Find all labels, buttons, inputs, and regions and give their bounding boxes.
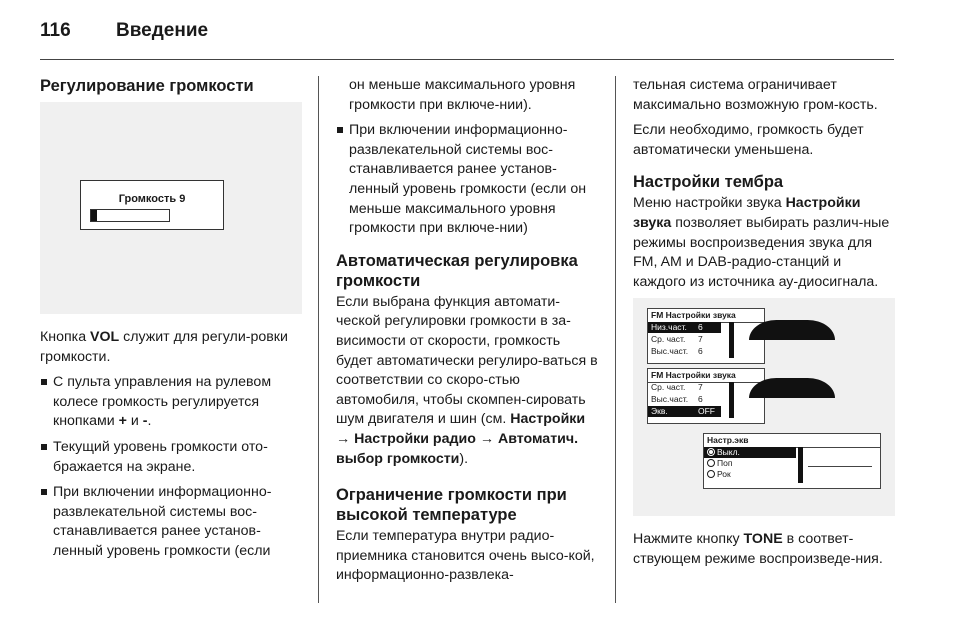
volume-display [80, 180, 224, 230]
list-item: Экв. OFF [648, 406, 721, 417]
volume-screen-illustration [40, 102, 302, 314]
auto-reduce-text: Если необходимо, громкость будет автоматически уменьшена. [633, 122, 864, 158]
tone-screen-1 [647, 308, 765, 364]
radio-selected-icon [707, 448, 715, 456]
screen-title: Настр.экв [704, 434, 880, 448]
list-item: Рок [704, 469, 796, 480]
continuation-text: он меньше максимального уровня громкости при включе-нии). [349, 77, 576, 113]
list-item: Поп [704, 458, 796, 469]
column-2 [336, 76, 598, 592]
column-divider [615, 76, 616, 603]
tone-screen-2 [647, 368, 765, 424]
scrollbar [729, 382, 734, 418]
list-item: С пульта управления на рулевом колесе громкость регулируется кнопками + и -. [40, 373, 302, 432]
eq-curve-icon [749, 378, 835, 398]
heading-auto-volume: Автоматическая регулировка громкости [336, 251, 578, 290]
heading-tone: Настройки тембра [633, 173, 784, 192]
list-item: Выс.част. 6 [651, 394, 703, 405]
scrollbar [729, 322, 734, 358]
vol-button-text: Кнопка VOL служит для регули-ровки громкости. [40, 329, 288, 365]
tone-intro-text: Меню настройки звука Настройки звука позволяет выбирать различ-ные режимы воспроизведения звука для FM, AM и DAB-радио-станций и каждого из источника ау-диосигнала. [633, 195, 890, 290]
tone-screens-illustration [633, 298, 895, 516]
temp-limit-text: Если температура внутри радио-приемника становится очень высо-кой, информационно-развлека- [336, 528, 595, 584]
list-item: Низ.част. 6 [648, 322, 721, 333]
heading-temp-limit: Ограничение громкости при высокой температуре [336, 486, 567, 525]
list-item: Выкл. [704, 447, 796, 458]
eq-flat-line [808, 466, 872, 467]
list-item: При включении информационно-развлекательной системы вос-станавливается ранее установ-ленный уровень громкости (если он меньше максимального уровня громкости при включе-нии) [336, 121, 598, 239]
header-divider [40, 59, 894, 60]
column-3 [633, 76, 895, 576]
scrollbar [798, 447, 803, 483]
volume-bullets [40, 373, 302, 561]
screen-title: FM Настройки звука [648, 309, 764, 323]
eq-options [704, 447, 796, 480]
auto-volume-text: Если выбрана функция автомати-ческой регулировки громкости в за-висимости от скорости, громкость будет автоматически регулиро-ваться в соответствии со скоро-стью автомобиля, чтобы скомпен-сировать шум двигателя и шин (см. Настройки → Настройки радио → Автоматич. выбор громкости). [336, 293, 598, 467]
column-1 [40, 76, 302, 568]
list-item: Выс.част. 6 [651, 346, 703, 357]
radio-icon [707, 459, 715, 467]
volume-bar [90, 209, 170, 222]
startup-bullets [336, 121, 598, 239]
page-number: 116 [40, 20, 71, 41]
eq-curve-icon [749, 320, 835, 340]
tone-button-text: Нажмите кнопку TONE в соответ-ствующем режиме воспроизведе-ния. [633, 531, 883, 567]
eq-screen [703, 433, 881, 489]
list-item: Ср. част. 7 [651, 382, 703, 393]
section-title: Введение [116, 20, 209, 41]
list-item: Ср. част. 7 [651, 334, 703, 345]
column-divider [318, 76, 319, 603]
continuation-text: тельная система ограничивает максимально возможную гром-кость. [633, 77, 878, 113]
list-item: При включении информационно-развлекательной системы вос-станавливается ранее установ-ленный уровень громкости (если [40, 483, 302, 561]
heading-volume: Регулирование громкости [40, 77, 254, 95]
volume-bar-fill [91, 210, 97, 221]
volume-label: Громкость 9 [118, 193, 186, 205]
screen-title: FM Настройки звука [648, 369, 764, 383]
list-item: Текущий уровень громкости ото-бражается на экране. [40, 438, 302, 477]
radio-icon [707, 470, 715, 478]
